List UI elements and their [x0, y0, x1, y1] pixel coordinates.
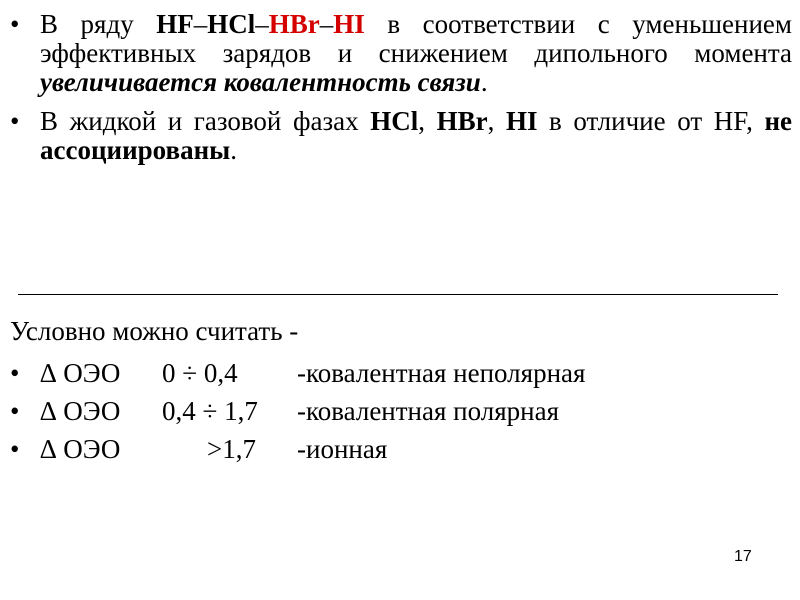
- text: в соответствии с уменьшением эффективных зарядов и снижением дипольного момента: [40, 9, 792, 68]
- delta-term: ∆ ОЭО: [40, 358, 121, 388]
- bond-type: -ковалентная полярная: [297, 396, 559, 426]
- delta-term: ∆ ОЭО: [40, 434, 121, 464]
- text: .: [480, 67, 488, 97]
- formula-hcl: HCl: [370, 106, 419, 136]
- text: ,: [487, 106, 506, 136]
- text: в отличие от HF,: [537, 106, 765, 136]
- dash: –: [193, 9, 208, 39]
- formula-hcl: HCl: [207, 9, 256, 39]
- range-value: 0 ÷ 0,4: [162, 358, 238, 388]
- text: .: [230, 135, 237, 165]
- dash: –: [319, 9, 334, 39]
- bond-type: -ковалентная неполярная: [297, 358, 586, 388]
- formula-hbr: HBr: [436, 106, 488, 136]
- bullet-marker: •: [10, 358, 20, 388]
- horizontal-divider: [18, 294, 778, 295]
- bullet-item-covalency: [10, 10, 792, 97]
- delta-term: ∆ ОЭО: [40, 396, 121, 426]
- text: В жидкой и газовой фазах: [40, 106, 371, 136]
- formula-hi: HI: [505, 106, 538, 136]
- bullet-list: [10, 10, 792, 165]
- formula-hbr: HBr: [268, 9, 320, 39]
- bullet-marker: •: [10, 434, 20, 464]
- emphasis-text: увеличивается ковалентность связи: [40, 67, 481, 97]
- bullet-item-association: [10, 107, 792, 165]
- bond-type: -ионная: [297, 434, 388, 464]
- emphasis-text: не ассоциированы: [40, 106, 793, 165]
- dash: –: [255, 9, 269, 39]
- range-value: 0,4 ÷ 1,7: [162, 396, 258, 426]
- bullet-marker: •: [10, 9, 20, 39]
- bullet-marker: •: [10, 396, 20, 426]
- lead-text: Условно можно считать -: [10, 316, 299, 346]
- formula-hi: HI: [333, 9, 365, 39]
- bullet-marker: •: [10, 106, 20, 136]
- text: В ряду: [40, 9, 157, 39]
- page-number: 17: [734, 548, 752, 565]
- formula-hf: HF: [156, 9, 194, 39]
- range-value: >1,7: [207, 434, 256, 464]
- text: ,: [418, 106, 437, 136]
